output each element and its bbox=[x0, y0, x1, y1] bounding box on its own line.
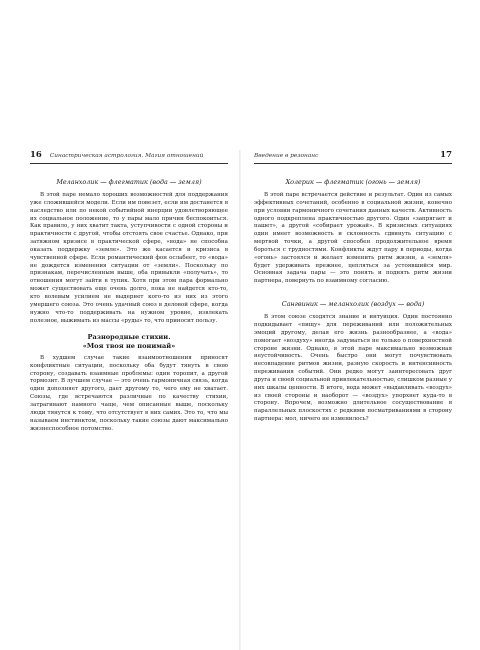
left-subhead-1: Меланхолик — флегматик (вода — земля) bbox=[56, 178, 202, 186]
left-running-title: Синастрическая астрология. Магия отношений bbox=[49, 153, 204, 159]
right-running-head bbox=[254, 150, 452, 164]
right-running-title: Введение в резонанс bbox=[254, 153, 319, 159]
left-paragraph-1: В этой паре немало хороших возможностей для поддержания уже сложившейся модели. Если им повезет, если им достанется в наследство или по некой событийной инерции удовлетворяющее их социальное положение, то у пары мало причин беспокоиться. Как правило, у них хватит такта, уступчивости с одной стороны и практичности с другой, чтобы отстоять свое счастье. Однако, при затяжном кризисе в практической сфере, «вода» не способна оказать поддержку «земле». Это же касается и кризиса в чувственной сфере. Если романтический фон ослабеет, то «вода» не дождется изменения ситуации от «земли». Поскольку по признакам, перечисленным выше, оба привыкли «получать», то отношения могут зайти в тупик. Хотя при этом пара формально может существовать еще очень долго, пока не найдется кто-то, кто волевым усилием не выдернет кого-то из них из этого умершего союза. Это очень удачный союз в деловой сфере, когда нужно что-то поддерживать на нужном уровне, извлекать полезное, выжимать из массы «руды» то, что приносит пользу. bbox=[30, 192, 228, 324]
left-page-number: 16 bbox=[30, 150, 42, 160]
left-page bbox=[30, 150, 228, 650]
right-page-number: 17 bbox=[440, 150, 452, 160]
right-paragraph-2: В этом союзе сходятся знание и интуиция. Один постоянно подкидывает «пищу» для переживаний или положительных эмоций другому, делая его жизнь разнообразнее, а «вода» помогает «воздуху» иногда задуматься не только о поверхностной стороне жизни. Однако, в этой паре максимально возможная неустойчивость. Очень быстро они могут почувствовать несовпадение ритмов жизни, разную скорость и интенсивность переживания событий. Они редко могут заинтересовать друг друга и своей социальной привлекательностью, слишком разные у них шкалы ценности. В итоге, вода может «выдавливать «воздух» из своей стороны и наоборот — «воздух» упорхнет куда-то в сторону. Впрочем, возможно длительное сосуществование в параллельных плоскостях с редкими посматриваниями в сторону партнера: мол, ничего не изменилось? bbox=[254, 314, 452, 423]
right-subhead-1: Холерик — флегматик (огонь — земля) bbox=[285, 178, 421, 186]
left-running-head bbox=[30, 150, 228, 164]
section-title-line-2: «Моя твоя не понимай» bbox=[82, 341, 176, 350]
section-title bbox=[30, 333, 228, 350]
section-title-line-1: Разнородные стихии. bbox=[87, 333, 171, 342]
book-gutter bbox=[239, 150, 241, 650]
left-paragraph-2: В худшем случае такие взаимоотношения приносят конфликтные ситуации, поскольку оба будут тянуть в свою сторону, создавать взаимные проблемы: один торопит, а другой тормозит. В лучшем случае — это очень гармоничная связь, когда один дополняет другого, дает другому то, чего ему не хватает. Союзы, где встречаются различные по качеству стихии, затрагивают намного чаще, чем описанные выше, поскольку люди тянутся к тому, что отсутствует в них самих. Это то, что мы называем инстинктом, поскольку такие союзы дают максимально жизнеспособное потомство. bbox=[30, 354, 228, 432]
right-paragraph-1: В этой паре встречается действие и результат. Один из самых эффективных сочетаний, особенно в социальной жизни, конечно при условии гармоничного сочетания данных качеств. Активность одного подкреплена практичностью другого. Один «запрягает и пашет», а другой «собирает урожай». В кризисных ситуациях один имеет возможность и склонность сдвинуть ситуацию с мертвой точки, а другой способен продолжительное время бороться с трудностями. Конфликты ждут пару в периоды, когда «огонь» застоялся и желает изменить ритм жизни, а «земля» будет удерживать прежнее, цепляться за устоявшийся мир. Основная задача пары — это понять и поднять ритм жизни партнера, повернуть по взаимному согласию. bbox=[254, 192, 452, 285]
right-subhead-2: Сангвиник — меланхолик (воздух — вода) bbox=[281, 300, 425, 309]
right-page bbox=[254, 150, 452, 650]
